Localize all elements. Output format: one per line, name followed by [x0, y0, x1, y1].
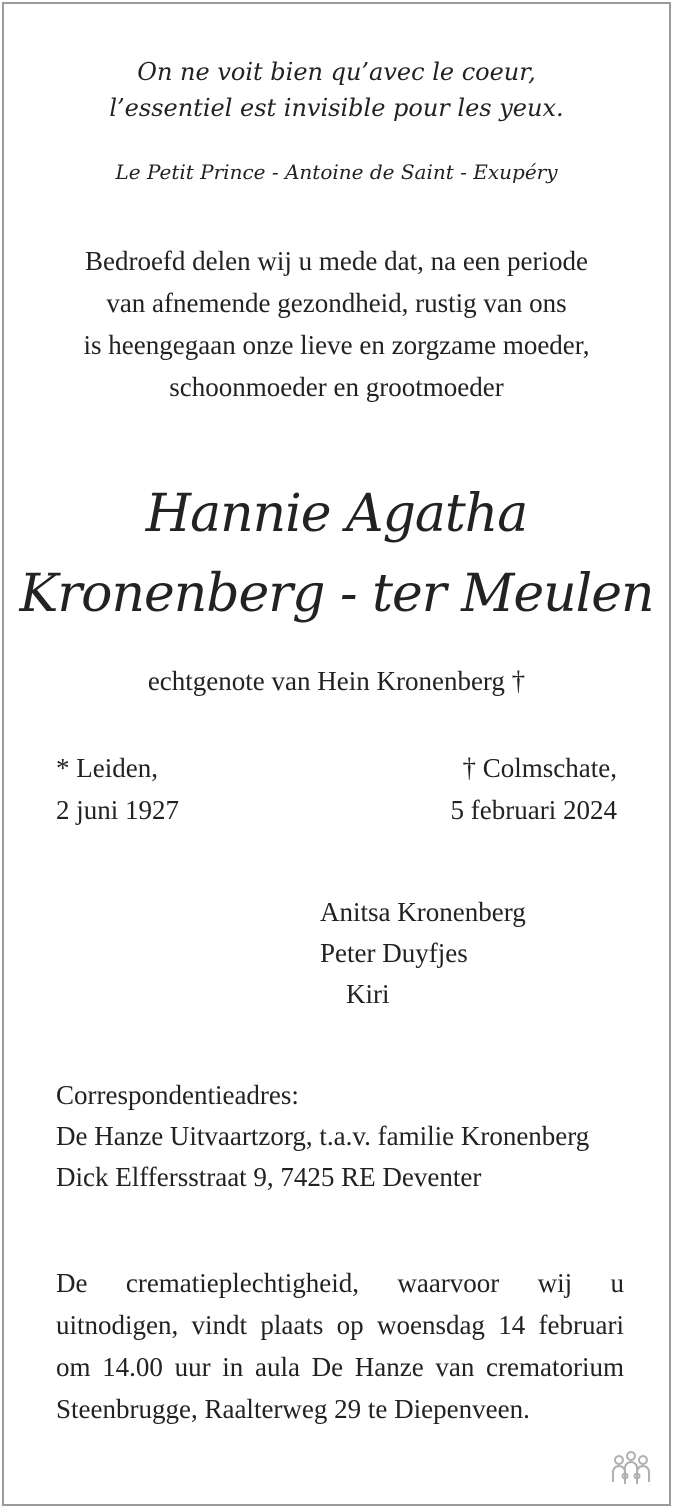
birth-date: 2 juni 1927 — [56, 795, 180, 825]
correspondence-line-2: Dick Elffersstraat 9, 7425 RE Deventer — [56, 1162, 482, 1192]
correspondence-address — [56, 1075, 589, 1198]
death-date: 5 februari 2024 — [450, 795, 617, 825]
family-member: Peter Duyfjes — [320, 938, 468, 968]
family-people-icon — [609, 1450, 653, 1490]
correspondence-heading: Correspondentieadres: — [56, 1080, 299, 1110]
correspondence-line-1: De Hanze Uitvaartzorg, t.a.v. familie Kronenberg — [56, 1121, 590, 1151]
quote-line-2: l’essentiel est invisible pour les yeux. — [109, 94, 564, 122]
quote — [4, 54, 669, 126]
death-place: † Colmschate, — [462, 753, 617, 783]
family-member: Anitsa Kronenberg — [320, 897, 526, 927]
deceased-name — [4, 474, 669, 634]
spouse-line: echtgenote van Hein Kronenberg † — [147, 666, 526, 696]
deceased-name-line-1: Hannie Agatha — [145, 484, 528, 544]
intro-line-1: Bedroefd delen wij u mede dat, na een periode — [84, 246, 589, 276]
ceremony-text: De crematieplechtigheid, waarvoor wij u uitnodigen, vindt plaats op woensdag 14 februari om 14.00 uur in aula De Hanze van crematorium Steenbrugge, Raalterweg 29 te Diepenveen. — [56, 1268, 624, 1424]
quote-line-1: On ne voit bien qu’avec le coeur, — [137, 58, 536, 86]
quote-source: Le Petit Prince - Antoine de Saint - Exupéry — [115, 160, 558, 184]
intro-line-4: schoonmoeder en grootmoeder — [169, 372, 504, 402]
deceased-name-line-2: Kronenberg - ter Meulen — [19, 564, 654, 624]
intro-line-2: van afnemende gezondheid, rustig van ons — [106, 288, 567, 318]
obituary-card — [2, 2, 671, 1506]
intro-text — [4, 240, 669, 408]
birth-info — [56, 747, 179, 831]
death-info — [451, 747, 617, 831]
family-member: Kiri — [346, 979, 390, 1009]
intro-line-3: is heengegaan onze lieve en zorgzame moeder, — [83, 330, 590, 360]
family-list — [320, 892, 526, 1015]
birth-place: * Leiden, — [56, 753, 158, 783]
